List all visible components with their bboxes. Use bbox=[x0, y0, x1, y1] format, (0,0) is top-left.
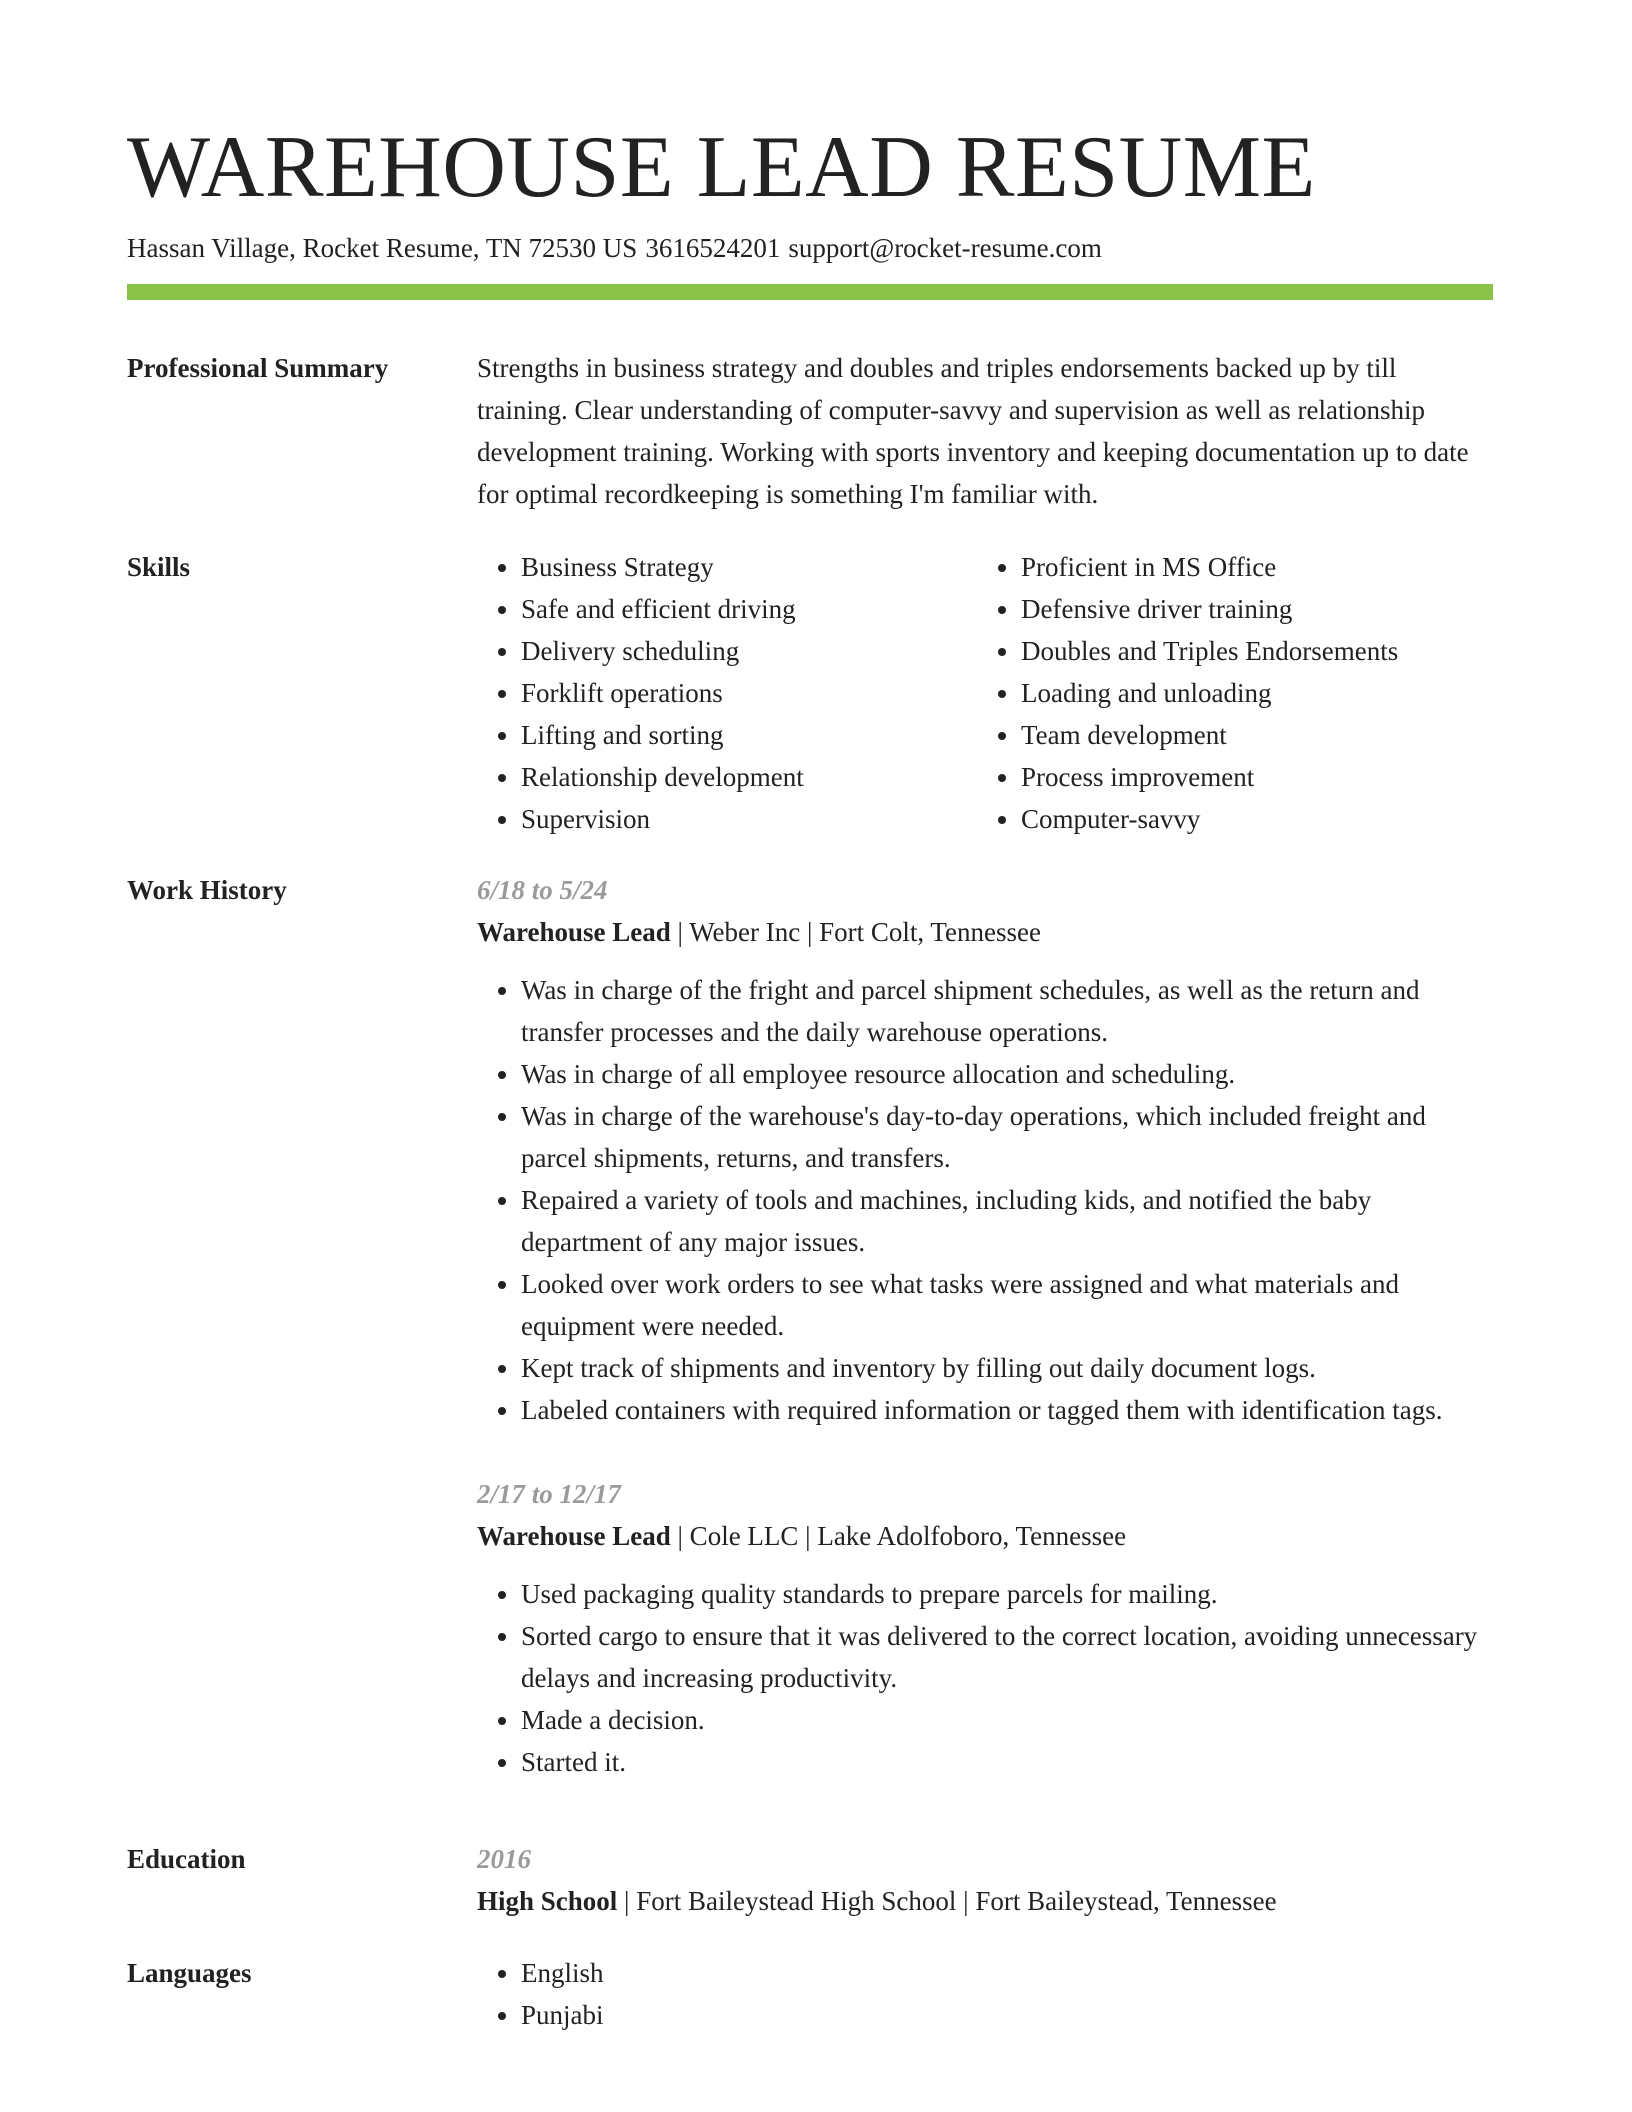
job-details: | Weber Inc | Fort Colt, Tennessee bbox=[670, 917, 1041, 947]
skill-item: • Team development bbox=[1021, 714, 1477, 756]
job-dates: 6/18 to 5/24 bbox=[477, 875, 608, 905]
job-bullet: • Was in charge of all employee resource allocation and scheduling. bbox=[521, 1053, 1493, 1095]
job-bullet: • Sorted cargo to ensure that it was delivered to the correct location, avoiding unnecessary delays and increasing productivity. bbox=[521, 1615, 1493, 1699]
job-entry bbox=[477, 1473, 1493, 1783]
summary-label: Professional Summary bbox=[127, 353, 389, 383]
job-bullet: • Was in charge of the warehouse's day-to-day operations, which included freight and parcel shipments, returns, and transfers. bbox=[521, 1095, 1493, 1179]
skill-item: • Computer-savvy bbox=[1021, 798, 1477, 840]
header-divider bbox=[127, 284, 1493, 300]
languages-content bbox=[477, 1952, 1493, 2036]
job-title: Warehouse Lead bbox=[477, 1521, 671, 1551]
education-heading bbox=[477, 1880, 1493, 1922]
summary-content bbox=[477, 347, 1493, 515]
contact-email[interactable]: support@rocket-resume.com bbox=[788, 233, 1102, 263]
skill-item: • Safe and efficient driving bbox=[521, 588, 977, 630]
work-history-content bbox=[477, 869, 1493, 1783]
education-content bbox=[477, 1838, 1493, 1922]
skill-item: • Relationship development bbox=[521, 756, 977, 798]
job-bullet: • Made a decision. bbox=[521, 1699, 1493, 1741]
summary-text: Strengths in business strategy and doubles and triples endorsements backed up by till training. Clear understanding of computer-savvy and supervision as well as relationship development training. Working with sports inventory and keeping documentation up to date for optimal recordkeeping is something I'm familiar with. bbox=[477, 353, 1469, 509]
contact-phone: 3616524201 bbox=[645, 233, 781, 263]
job-dates: 2/17 to 12/17 bbox=[477, 1479, 622, 1509]
job-bullets bbox=[477, 1573, 1493, 1783]
skill-item: • Defensive driver training bbox=[1021, 588, 1477, 630]
job-title: Warehouse Lead bbox=[477, 917, 671, 947]
skill-item: • Forklift operations bbox=[521, 672, 977, 714]
contact-address: Hassan Village, Rocket Resume, TN 72530 US bbox=[127, 233, 638, 263]
work-history-label: Work History bbox=[127, 875, 287, 905]
skill-item: • Doubles and Triples Endorsements bbox=[1021, 630, 1477, 672]
job-bullet: • Was in charge of the fright and parcel shipment schedules, as well as the return and transfer processes and the daily warehouse operations. bbox=[521, 969, 1493, 1053]
skill-item: • Lifting and sorting bbox=[521, 714, 977, 756]
languages-label: Languages bbox=[127, 1958, 252, 1988]
job-bullet: • Kept track of shipments and inventory by filling out daily document logs. bbox=[521, 1347, 1493, 1389]
skill-item: • Proficient in MS Office bbox=[1021, 546, 1477, 588]
job-heading bbox=[477, 911, 1493, 953]
skill-item: • Supervision bbox=[521, 798, 977, 840]
job-bullet: • Started it. bbox=[521, 1741, 1493, 1783]
resume-title: WAREHOUSE LEAD RESUME bbox=[127, 119, 1316, 216]
education-degree: High School bbox=[477, 1886, 618, 1916]
job-heading bbox=[477, 1515, 1493, 1557]
contact-line bbox=[127, 230, 1102, 266]
job-bullet: • Looked over work orders to see what tasks were assigned and what materials and equipment were needed. bbox=[521, 1263, 1493, 1347]
education-year: 2016 bbox=[477, 1844, 531, 1874]
job-details: | Cole LLC | Lake Adolfoboro, Tennessee bbox=[670, 1521, 1127, 1551]
education-details: | Fort Baileystead High School | Fort Baileystead, Tennessee bbox=[617, 1886, 1277, 1916]
skill-item: • Business Strategy bbox=[521, 546, 977, 588]
skill-item: • Loading and unloading bbox=[1021, 672, 1477, 714]
job-bullets bbox=[477, 969, 1493, 1431]
education-label: Education bbox=[127, 1844, 246, 1874]
job-bullet: • Repaired a variety of tools and machines, including kids, and notified the baby department of any major issues. bbox=[521, 1179, 1493, 1263]
skills-label: Skills bbox=[127, 552, 191, 582]
skills-left-column bbox=[477, 546, 977, 840]
languages-list bbox=[477, 1952, 1493, 2036]
language-item: • Punjabi bbox=[521, 1994, 1493, 2036]
language-item: • English bbox=[521, 1952, 1493, 1994]
job-bullet: • Used packaging quality standards to prepare parcels for mailing. bbox=[521, 1573, 1493, 1615]
skill-item: • Process improvement bbox=[1021, 756, 1477, 798]
job-bullet: • Labeled containers with required information or tagged them with identification tags. bbox=[521, 1389, 1493, 1431]
skills-content bbox=[477, 546, 1493, 840]
skills-right-column bbox=[977, 546, 1477, 840]
skill-item: • Delivery scheduling bbox=[521, 630, 977, 672]
job-entry bbox=[477, 869, 1493, 1431]
